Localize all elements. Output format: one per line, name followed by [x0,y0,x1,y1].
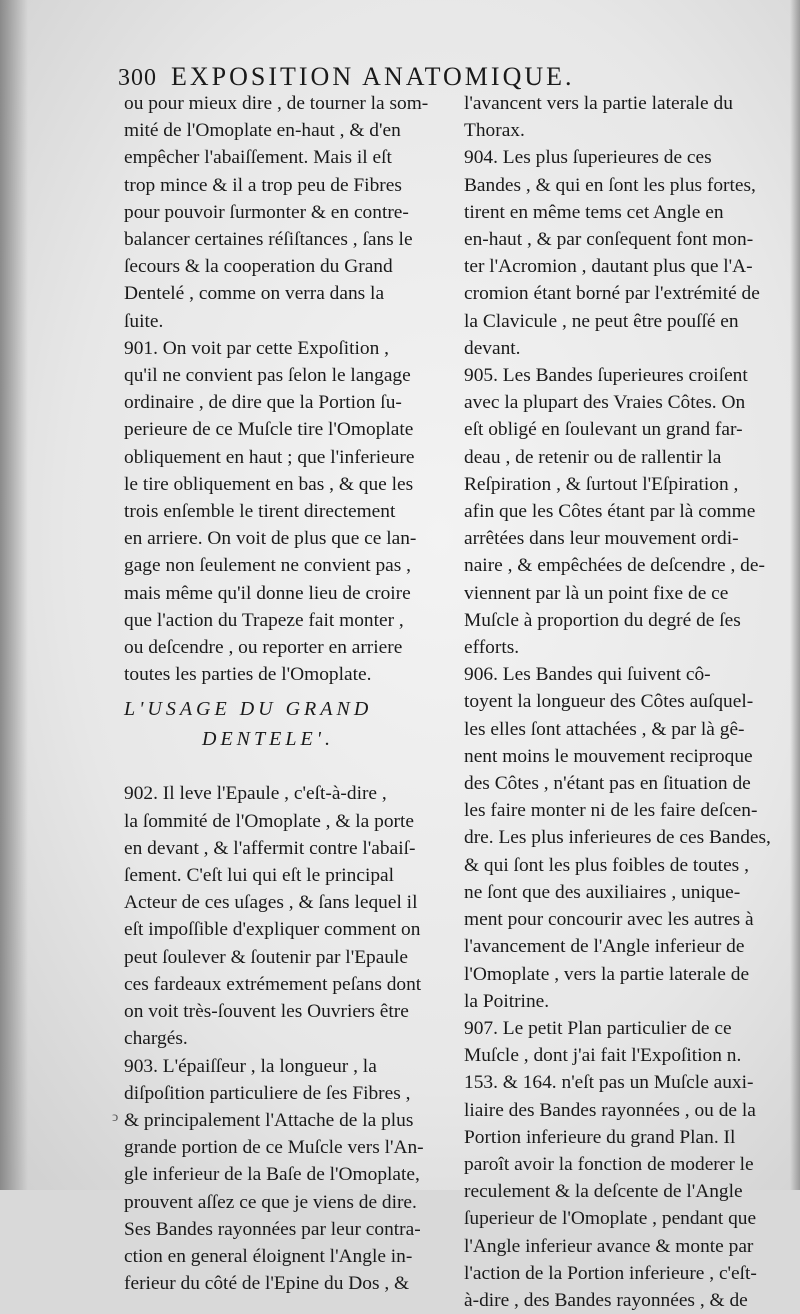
text-line: tirent en même tems cet Angle en [464,201,724,223]
text-line: ment pour concourir avec les autres à [464,909,754,931]
text-line: & principalement l'Attache de la plus [124,1109,414,1131]
text-line: en devant , & l'affermit contre l'abaiſ- [124,837,416,859]
text-line: ſecours & la cooperation du Grand [124,256,393,278]
text-line: 153. & 164. n'eſt pas un Muſcle auxi- [464,1072,754,1094]
text-line: à-dire , des Bandes rayonnées , & de [464,1289,748,1311]
left-column [124,90,450,1297]
text-line: ou deſcendre , ou reporter en arriere [124,637,403,659]
text-line: Ses Bandes rayonnées par leur contra- [124,1218,421,1240]
left-text-block-a [124,90,450,688]
text-line: Portion inferieure du grand Plan. Il [464,1126,736,1148]
text-line: l'avancent vers la partie laterale du [464,93,733,114]
text-line: ferieur du côté de l'Epine du Dos , & [124,1273,410,1295]
text-line: ou pour mieux dire , de tourner la som- [124,93,429,114]
section-heading-line-1: L'USAGE DU GRAND [124,698,373,721]
text-line: le tire obliquement en bas , & que les [124,473,414,495]
section-heading-line-2: DENTELE'. [202,728,334,751]
text-line: 904. Les plus ſuperieures de ces [464,147,712,169]
text-line: les elles ſont attachées , & par là gê- [464,718,745,740]
text-line: la ſommité de l'Omoplate , & la porte [124,810,414,832]
text-line: arrêtées dans leur mouvement ordi- [464,528,739,550]
text-line: efforts. [464,637,520,659]
text-line: naire , & empêchées de deſcendre , de- [464,555,765,577]
text-line: les faire monter ni de les faire deſcen- [464,800,758,822]
text-line: nent moins le mouvement reciproque [464,745,753,767]
text-line: toutes les parties de l'Omoplate. [124,664,372,686]
text-line: afin que les Côtes étant par là comme [464,501,756,523]
heading-spacer [124,754,450,780]
text-line: eſt impoſſible d'expliquer comment on [124,919,421,941]
text-line: la Poitrine. [464,990,550,1012]
text-line: ſement. C'eſt lui qui eſt le principal [124,865,395,887]
page-number: 300 [118,65,157,91]
text-line: Dentelé , comme on verra dans la [124,283,385,305]
text-line: perieure de ce Muſcle tire l'Omoplate [124,419,414,441]
text-line: cromion étant borné par l'extrémité de [464,283,760,305]
text-line: obliquement en haut ; que l'inferieure [124,446,415,468]
text-line: gle inferieur de la Baſe de l'Omoplate, [124,1164,420,1186]
text-line: paroît avoir la fonction de moderer le [464,1153,754,1175]
text-line: l'Angle inferieur avance & monte par [464,1235,754,1257]
text-line: chargés. [124,1028,188,1050]
text-line: 903. L'épaiſſeur , la longueur , la [124,1055,377,1077]
text-line: ter l'Acromion , dautant plus que l'A- [464,256,753,278]
text-line: la Clavicule , ne peut être pouſſé en [464,310,739,332]
text-line: mais même qu'il donne lieu de croire [124,582,411,604]
text-line: pour pouvoir ſurmonter & en contre- [124,201,409,223]
text-line: l'avancement de l'Angle inferieur de [464,936,745,958]
text-line: trop mince & il a trop peu de Fibres [124,174,402,196]
text-line: ction en general éloignent l'Angle in- [124,1245,413,1267]
text-line: prouvent aſſez ce que je viens de dire. [124,1191,417,1213]
text-line: 902. Il leve l'Epaule , c'eſt-à-dire , [124,783,387,805]
text-line: qu'il ne convient pas ſelon le langage [124,365,411,387]
text-line: reculement & la deſcente de l'Angle [464,1181,743,1203]
text-line: balancer certaines réſiſtances , ſans le [124,229,413,251]
text-line: en arriere. On voit de plus que ce lan- [124,528,417,550]
text-line: 905. Les Bandes ſuperieures croiſent [464,365,748,387]
text-line: diſpoſition particuliere de ſes Fibres , [124,1082,411,1104]
text-line: que l'action du Trapeze fait monter , [124,609,404,631]
right-text-block [464,90,778,1314]
running-title: EXPOSITION ANATOMIQUE. [171,62,575,91]
text-line: l'Omoplate , vers la partie laterale de [464,963,750,985]
text-line: Muſcle , dont j'ai fait l'Expoſition n. [464,1045,742,1067]
text-line: trois enſemble le tirent directement [124,501,396,523]
text-line: ne ſont que des auxiliaires , unique- [464,881,741,903]
text-line: viennent par là un point fixe de ce [464,582,729,604]
text-line: ordinaire , de dire que la Portion ſu- [124,392,402,414]
text-line: devant. [464,337,521,359]
text-line: l'action de la Portion inferieure , c'eſt- [464,1262,757,1284]
text-line: Thorax. [464,120,525,142]
text-line: deau , de retenir ou de rallentir la [464,446,722,468]
text-line: avec la plupart des Vraies Côtes. On [464,392,746,414]
right-column [464,90,778,1314]
text-line: en-haut , & par conſequent font mon- [464,229,754,251]
text-line: mité de l'Omoplate en-haut , & d'en [124,120,401,142]
text-line: grande portion de ce Muſcle vers l'An- [124,1137,424,1159]
text-line: ces fardeaux extrémement peſans dont [124,973,422,995]
text-line: 901. On voit par cette Expoſition , [124,337,389,359]
text-line: peut ſoulever & ſoutenir par l'Epaule [124,946,409,968]
text-line: & qui ſont les plus foibles de toutes , [464,854,749,876]
left-text-block-b [124,780,450,1297]
text-line: Reſpiration , & ſurtout l'Eſpiration , [464,473,739,495]
text-line: Bandes , & qui en ſont les plus fortes, [464,174,756,196]
text-line: empêcher l'abaiſſement. Mais il eſt [124,147,392,169]
text-line: Muſcle à proportion du degré de ſes [464,609,741,631]
text-line: des Côtes , n'étant pas en ſituation de [464,773,751,795]
text-line: ſuperieur de l'Omoplate , pendant que [464,1208,757,1230]
text-line: liaire des Bandes rayonnées , ou de la [464,1099,756,1121]
text-line: dre. Les plus inferieures de ces Bandes, [464,827,771,849]
text-line: eſt obligé en ſoulevant un grand far- [464,419,743,441]
margin-ink-mark: ↄ [112,1110,119,1125]
text-line: Acteur de ces uſages , & ſans lequel il [124,892,418,914]
text-line: gage non ſeulement ne convient pas , [124,555,411,577]
text-line: toyent la longueur des Côtes auſquel- [464,691,754,713]
text-line: on voit très-ſouvent les Ouvriers être [124,1001,409,1023]
text-line: ſuite. [124,310,164,332]
text-line: 907. Le petit Plan particulier de ce [464,1017,732,1039]
text-line: 906. Les Bandes qui ſuivent cô- [464,664,711,686]
